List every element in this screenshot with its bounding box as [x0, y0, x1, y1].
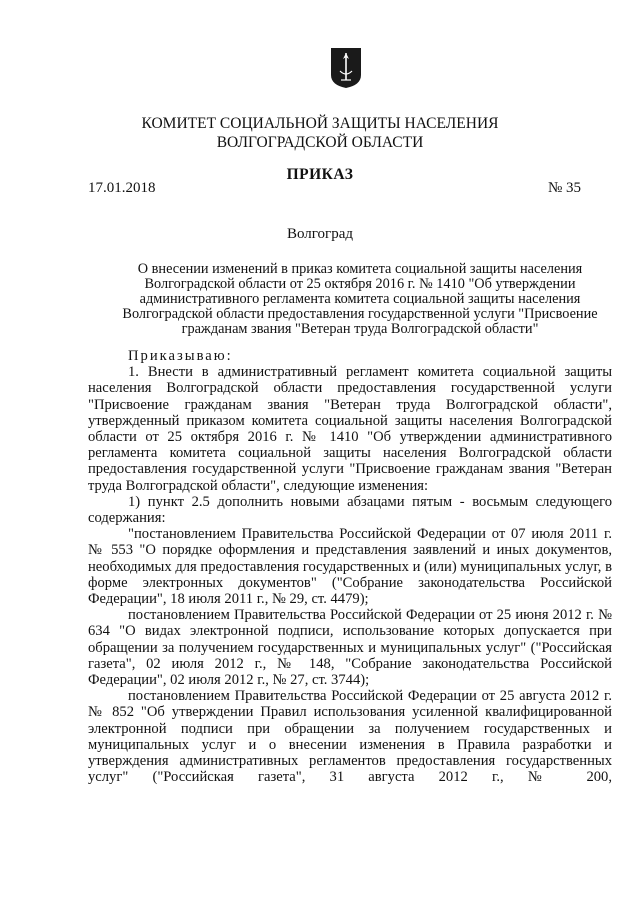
document-type: ПРИКАЗ	[286, 166, 354, 183]
orders-heading: Приказываю:	[128, 348, 233, 364]
document-body	[88, 348, 612, 785]
paragraph-2: 1) пункт 2.5 дополнить новыми абзацами пятым - восьмым следующего содержания:	[88, 493, 612, 527]
document-subject: О внесении изменений в приказ комитета социальной защиты населения Волгоградской области от 25 октября 2016 г. № 1410 "Об утверждении административного регламента комитета социальной защиты населения Волгоградской области предоставления государственной услуги "Присвоение гражданам звания "Ветеран труда Волгоградской области"	[122, 261, 598, 337]
document-city: Волгоград	[286, 226, 353, 242]
organization-line-1: КОМИТЕТ СОЦИАЛЬНОЙ ЗАЩИТЫ НАСЕЛЕНИЯ	[141, 115, 499, 132]
paragraph-4: постановлением Правительства Российской Федерации от 25 июня 2012 г. № 634 "О видах электронной подписи, использование которых допускается при обращении за получением государственных и муниципальных услуг" ("Российская газета", 02 июля 2012 г., № 148, "Собрание законодательства Российской Федерации", 02 июля 2012 г., № 27, ст. 3744);	[88, 607, 612, 689]
paragraph-3: "постановлением Правительства Российской Федерации от 07 июля 2011 г. № 553 "О порядке оформления и представления заявлений и иных документов, необходимых для предоставления государственных и (или) муниципальных услуг, в форме электронных документов" ("Собрание законодательства Российской Федерации", 18 июля 2011 г., № 29, ст. 4479);	[88, 526, 612, 608]
document-number: № 35	[548, 180, 582, 196]
coat-of-arms-icon	[330, 47, 362, 89]
organization-line-2: ВОЛГОГРАДСКОЙ ОБЛАСТИ	[216, 134, 424, 151]
paragraph-1: 1. Внести в административный регламент комитета социальной защиты населения Волгоградской области предоставления государственной услуги "Присвоение гражданам звания "Ветеран труда Волгоградской области", утвержденный приказом комитета социальной защиты населения Волгоградской области от 25 октября 2016 г. № 1410 "Об утверждении административного регламента комитета социальной защиты населения Волгоградской области предоставления государственной услуги "Присвоение гражданам звания "Ветеран труда Волгоградской области", следующие изменения:	[88, 364, 612, 494]
paragraph-5: постановлением Правительства Российской Федерации от 25 августа 2012 г. № 852 "Об утверждении Правил использования усиленной квалифицированной электронной подписи при обращении за получением государственных и муниципальных услуг и о внесении изменения в Правила разработки и утверждения административных регламентов предоставления государственных услуг" ("Российская газета", 31 августа 2012 г., № 200,	[88, 688, 612, 786]
document-date: 17.01.2018	[88, 180, 156, 196]
organization-name	[0, 114, 640, 152]
